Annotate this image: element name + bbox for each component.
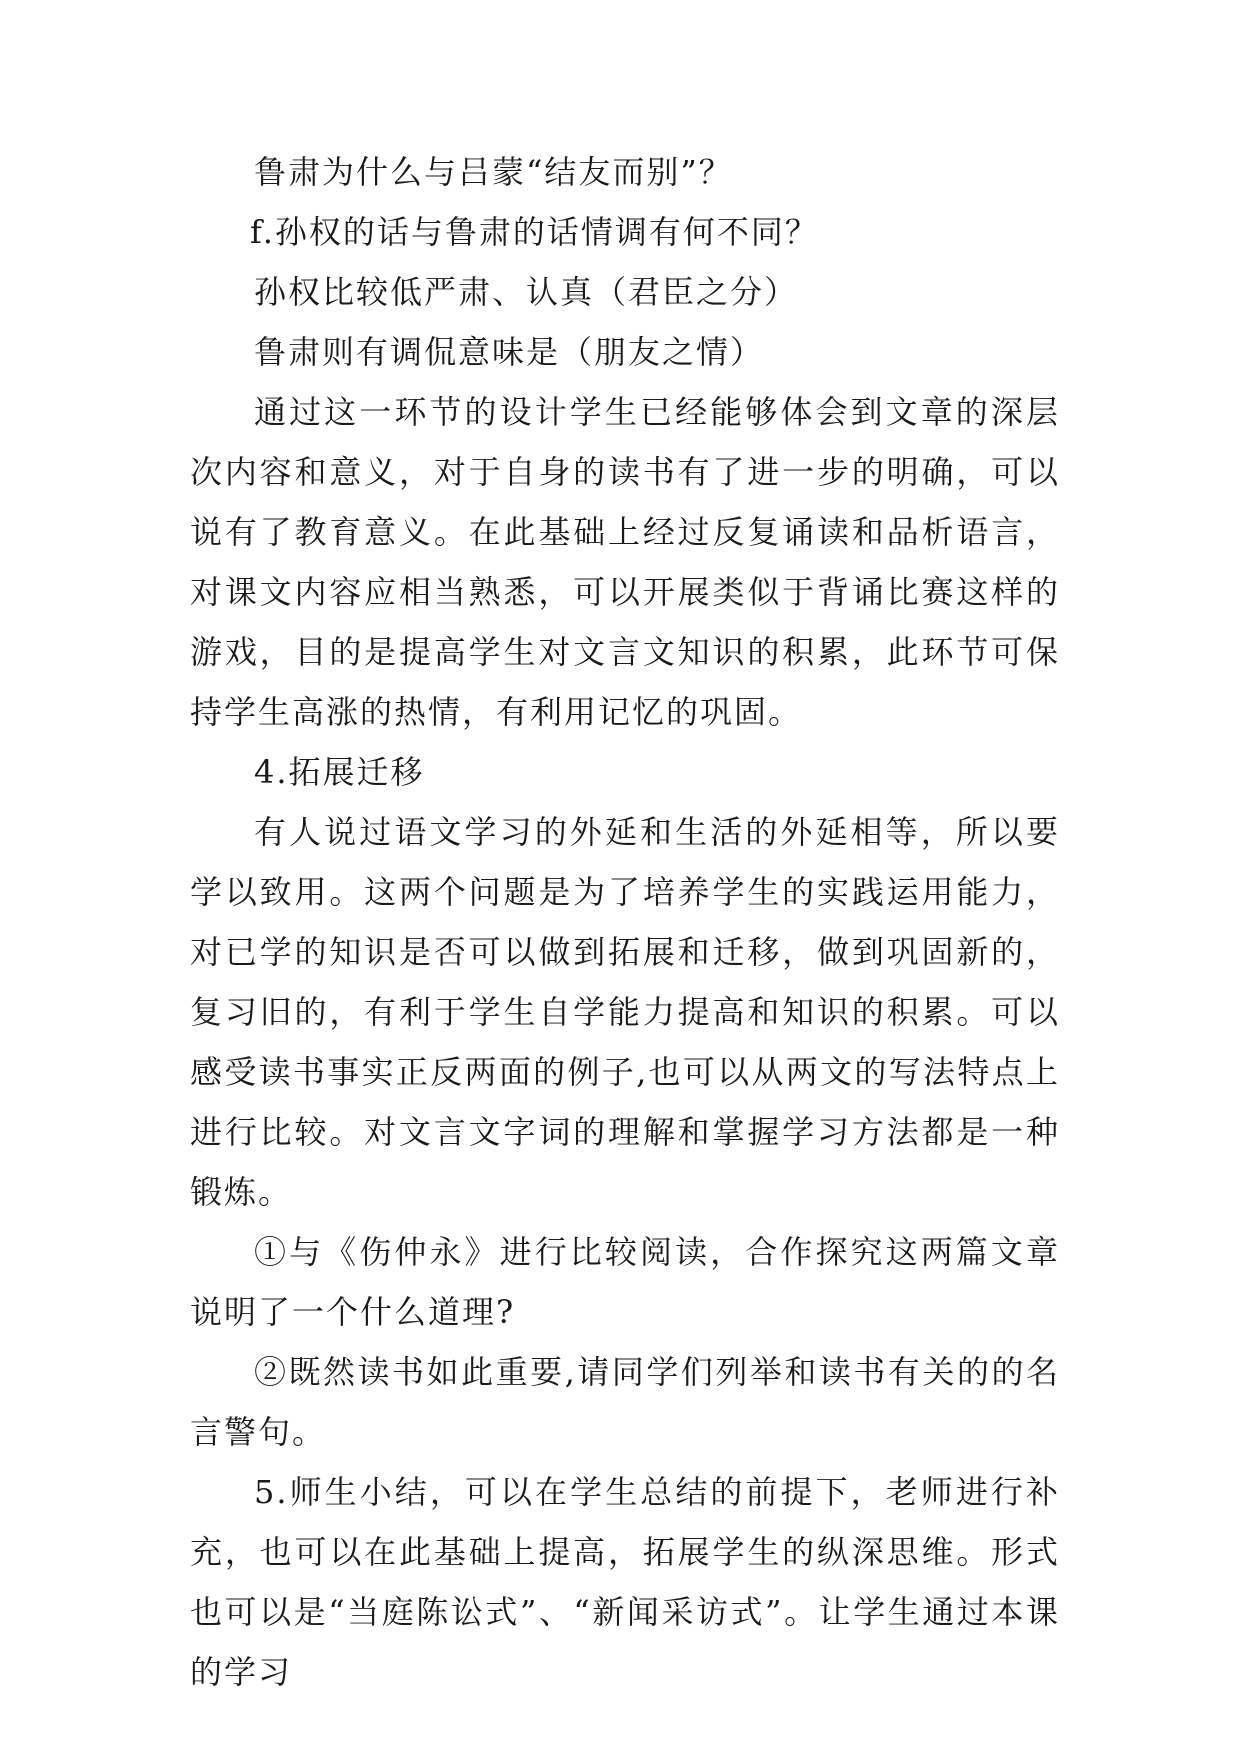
document-body — [190, 142, 1060, 1702]
paragraph: 孙权比较低严肃、认真（君臣之分） — [254, 273, 799, 311]
paragraph: 5.师生小结，可以在学生总结的前提下，老师进行补充，也可以在此基础上提高，拓展学生的纵深思维。形式也可以是“当庭陈讼式”、“新闻采访式”。让学生通过本课的学习 — [190, 1473, 1060, 1691]
paragraph: 通过这一环节的设计学生已经能够体会到文章的深层次内容和意义，对于自身的读书有了进一步的明确，可以说有了教育意义。在此基础上经过反复诵读和品析语言，对课文内容应相当熟悉，可以开展类似于背诵比赛这样的游戏，目的是提高学生对文言文知识的积累，此环节可保持学生高涨的热情，有利用记忆的巩固。 — [190, 393, 1060, 731]
paragraph: 有人说过语文学习的外延和生活的外延相等，所以要学以致用。这两个问题是为了培养学生的实践运用能力，对已学的知识是否可以做到拓展和迁移，做到巩固新的，复习旧的，有利于学生自学能力提高和知识的积累。可以感受读书事实正反两面的例子,也可以从两文的写法特点上进行比较。对文言文字词的理解和掌握学习方法都是一种锻炼。 — [190, 813, 1060, 1211]
paragraph: f.孙权的话与鲁肃的话情调有何不同？ — [250, 213, 819, 251]
section-heading: 4.拓展迁移 — [254, 753, 425, 791]
paragraph: 鲁肃则有调侃意味是（朋友之情） — [254, 333, 765, 371]
paragraph: 鲁肃为什么与吕蒙“结友而别”？ — [254, 153, 733, 191]
list-item: ①与《伤仲永》进行比较阅读，合作探究这两篇文章说明了一个什么道理? — [190, 1233, 1060, 1331]
list-item: ②既然读书如此重要,请同学们列举和读书有关的的名言警句。 — [190, 1353, 1060, 1451]
